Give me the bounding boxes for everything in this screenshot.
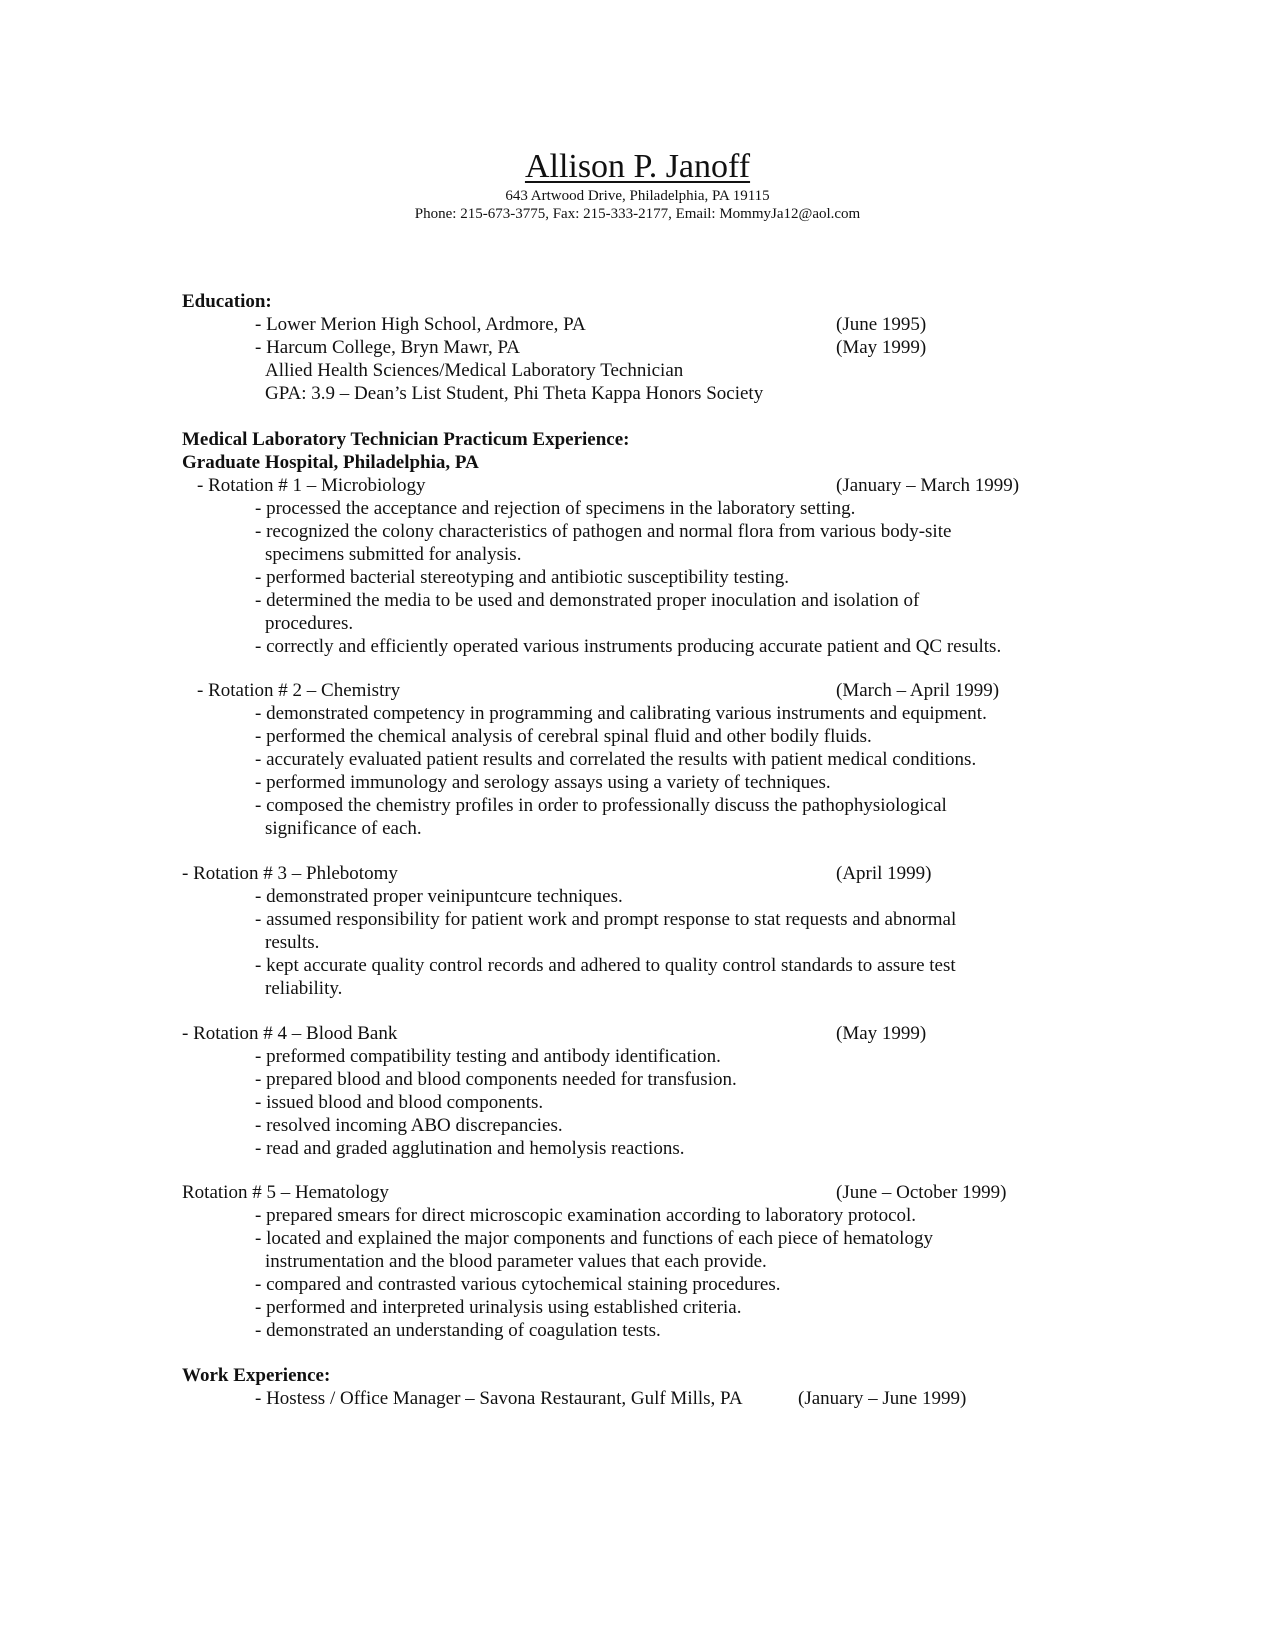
rotation-5-line: instrumentation and the blood parameter values that each provide. bbox=[265, 1251, 767, 1272]
rotation-2-line: - accurately evaluated patient results and correlated the results with patient medical conditions. bbox=[255, 749, 977, 770]
education-entry-2-date: (May 1999) bbox=[836, 337, 927, 358]
rotation-4-title: - Rotation # 4 – Blood Bank bbox=[182, 1023, 398, 1044]
rotation-2-title: - Rotation # 2 – Chemistry bbox=[197, 680, 401, 701]
contact-line: Phone: 215-673-3775, Fax: 215-333-2177, Email: MommyJa12@aol.com bbox=[414, 206, 861, 222]
rotation-5-line: - located and explained the major components and functions of each piece of hematology bbox=[255, 1228, 933, 1249]
rotation-2-line: - performed immunology and serology assays using a variety of techniques. bbox=[255, 772, 831, 793]
rotation-5-date: (June – October 1999) bbox=[836, 1182, 1007, 1203]
education-entry-2: - Harcum College, Bryn Mawr, PA bbox=[255, 337, 521, 358]
rotation-1-date: (January – March 1999) bbox=[836, 475, 1020, 496]
education-gpa: GPA: 3.9 – Dean’s List Student, Phi Theta Kappa Honors Society bbox=[265, 383, 764, 404]
rotation-1-line: - processed the acceptance and rejection of specimens in the laboratory setting. bbox=[255, 498, 856, 519]
practicum-heading: Medical Laboratory Technician Practicum Experience: bbox=[182, 429, 630, 450]
rotation-2-line: significance of each. bbox=[265, 818, 422, 839]
rotation-5-title: Rotation # 5 – Hematology bbox=[182, 1182, 389, 1203]
rotation-3-line: - assumed responsibility for patient work and prompt response to stat requests and abnormal bbox=[255, 909, 957, 930]
rotation-5-line: - prepared smears for direct microscopic examination according to laboratory protocol. bbox=[255, 1205, 917, 1226]
rotation-1-title: - Rotation # 1 – Microbiology bbox=[197, 475, 426, 496]
rotation-5-line: - compared and contrasted various cytochemical staining procedures. bbox=[255, 1274, 781, 1295]
rotation-3-line: reliability. bbox=[265, 978, 343, 999]
rotation-4-line: - prepared blood and blood components needed for transfusion. bbox=[255, 1069, 737, 1090]
rotation-2-line: - performed the chemical analysis of cerebral spinal fluid and other bodily fluids. bbox=[255, 726, 872, 747]
rotation-3-line: - kept accurate quality control records and adhered to quality control standards to assure test bbox=[255, 955, 956, 976]
rotation-1-line: - performed bacterial stereotyping and antibiotic susceptibility testing. bbox=[255, 567, 789, 588]
rotation-1-line: procedures. bbox=[265, 613, 354, 634]
rotation-1-line: specimens submitted for analysis. bbox=[265, 544, 522, 565]
work-heading: Work Experience: bbox=[182, 1365, 331, 1386]
rotation-1-line: - correctly and efficiently operated various instruments producing accurate patient and QC results. bbox=[255, 636, 1002, 657]
rotation-2-line: - composed the chemistry profiles in order to professionally discuss the pathophysiological bbox=[255, 795, 947, 816]
rotation-3-title: - Rotation # 3 – Phlebotomy bbox=[182, 863, 398, 884]
education-program: Allied Health Sciences/Medical Laboratory Technician bbox=[265, 360, 684, 381]
address-line: 643 Artwood Drive, Philadelphia, PA 19115 bbox=[505, 188, 770, 204]
rotation-2-line: - demonstrated competency in programming and calibrating various instruments and equipment. bbox=[255, 703, 987, 724]
resume-name: Allison P. Janoff bbox=[524, 148, 751, 185]
rotation-4-line: - preformed compatibility testing and antibody identification. bbox=[255, 1046, 721, 1067]
education-entry-1-date: (June 1995) bbox=[836, 314, 927, 335]
education-entry-1: - Lower Merion High School, Ardmore, PA bbox=[255, 314, 586, 335]
rotation-2-date: (March – April 1999) bbox=[836, 680, 1000, 701]
rotation-3-date: (April 1999) bbox=[836, 863, 932, 884]
rotation-1-line: - determined the media to be used and demonstrated proper inoculation and isolation of bbox=[255, 590, 920, 611]
rotation-3-line: results. bbox=[265, 932, 320, 953]
rotation-4-line: - read and graded agglutination and hemolysis reactions. bbox=[255, 1138, 685, 1159]
rotation-4-line: - resolved incoming ABO discrepancies. bbox=[255, 1115, 563, 1136]
work-entry-1: - Hostess / Office Manager – Savona Restaurant, Gulf Mills, PA bbox=[255, 1388, 743, 1409]
rotation-1-line: - recognized the colony characteristics of pathogen and normal flora from various body-site bbox=[255, 521, 952, 542]
rotation-5-line: - performed and interpreted urinalysis using established criteria. bbox=[255, 1297, 742, 1318]
work-entry-1-date: (January – June 1999) bbox=[798, 1388, 967, 1409]
rotation-3-line: - demonstrated proper veinipuntcure techniques. bbox=[255, 886, 623, 907]
practicum-site: Graduate Hospital, Philadelphia, PA bbox=[182, 452, 479, 473]
education-heading: Education: bbox=[182, 291, 272, 312]
rotation-4-date: (May 1999) bbox=[836, 1023, 927, 1044]
rotation-5-line: - demonstrated an understanding of coagulation tests. bbox=[255, 1320, 661, 1341]
rotation-4-line: - issued blood and blood components. bbox=[255, 1092, 544, 1113]
